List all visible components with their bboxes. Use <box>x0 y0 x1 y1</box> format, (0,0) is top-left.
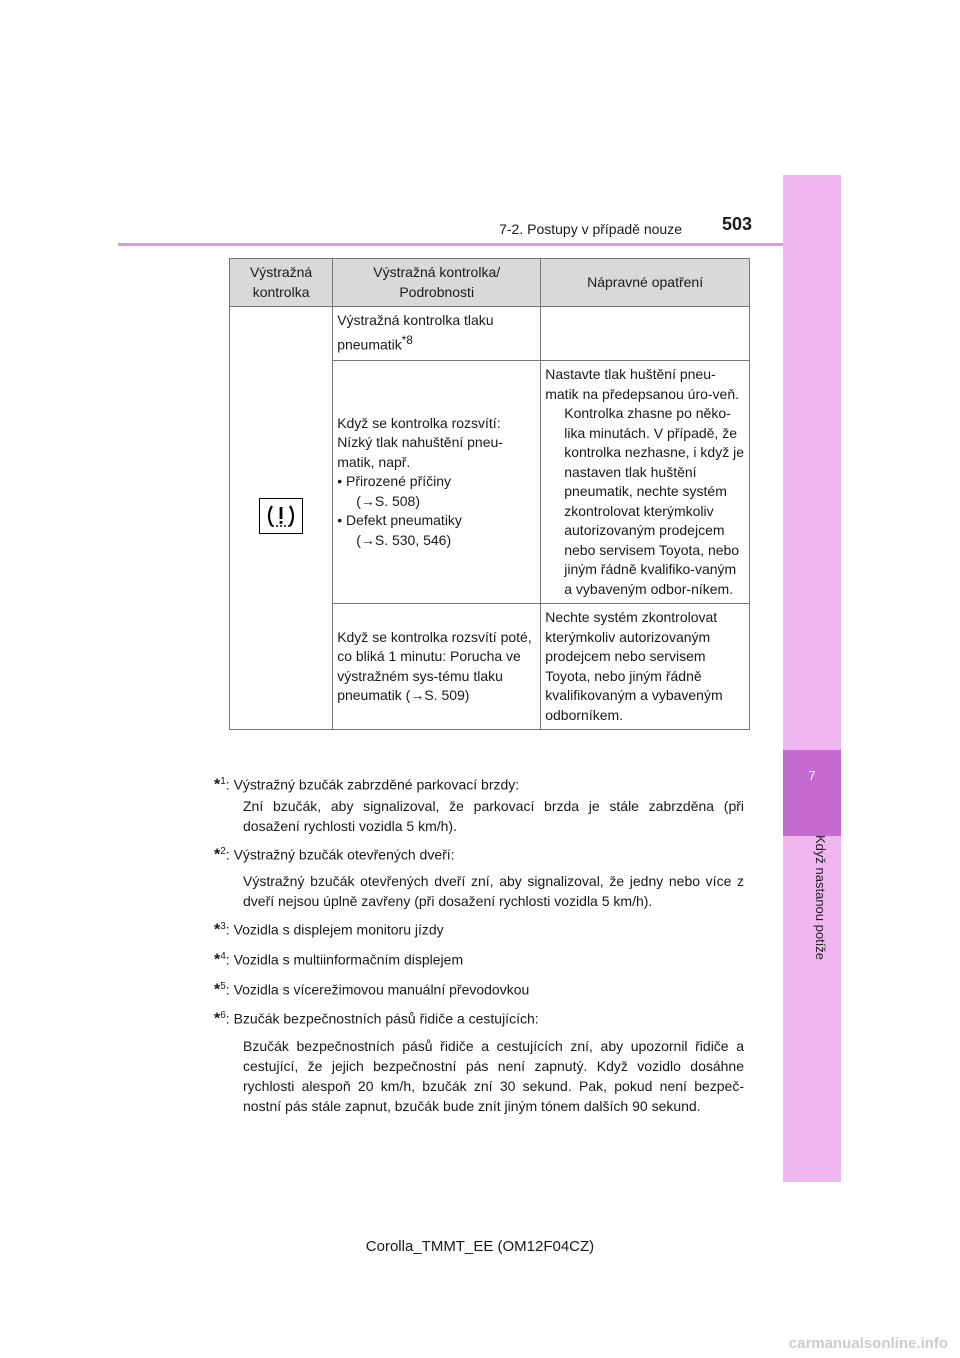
tire-pressure-warning-icon <box>259 498 303 534</box>
footnote-number: 5 <box>220 980 226 992</box>
footnote-mark: * <box>214 951 221 969</box>
footnote-number: 2 <box>220 845 226 857</box>
watermark: carmanualsonline.info <box>788 1335 948 1352</box>
header-warning-light: Výstražná kontrolka <box>230 259 333 307</box>
page-number: 503 <box>722 214 753 234</box>
footnote-label: : Vozidla s displejem monitoru jízdy <box>225 921 444 938</box>
footnote-mark: * <box>214 1010 221 1028</box>
malfunction-detail-cell <box>333 604 541 730</box>
footnote-body: Zní bzučák, aby signalizoval, že parkovací brzda je stále zabrzděna (při dosažení rychlosti vozidla 5 km/h). <box>243 797 744 834</box>
malfunction-detail: Když se kontrolka rozsvítí poté, co bliká 1 minutu: Porucha ve výstražném sys-tému tlaku pneumatik (→S. 509) <box>337 628 532 703</box>
low-pressure-action-intro: Nastavte tlak huštění pneu-matik na předepsanou úro-veň. <box>545 366 740 402</box>
footnote-mark: * <box>214 921 221 939</box>
footnote-body: Bzučák bezpečnostních pásů řidiče a cestujících zní, aby upozornil řidiče a cestující, že jejich bezpečnostní pás není zapnutý. Když vozidlo dosáhne rychlosti alespoň 20 km/h, bzučák zní 30 sekund. Pak, pokud není bezpeč-nostní pás stále zapnut, bzučák bude znít jiným tónem dalších 90 sekund. <box>243 1037 744 1114</box>
footnote-mark: * <box>214 776 221 794</box>
page-footer: Corolla_TMMT_EE (OM12F04CZ) <box>365 1238 595 1255</box>
footnote-label: : Vozidla s vícerežimovou manuální převodovkou <box>225 981 530 998</box>
footnote-label: : Bzučák bezpečnostních pásů řidiče a cestujících: <box>225 1010 539 1027</box>
low-pressure-action-cell <box>541 361 750 604</box>
table-header-row <box>230 259 750 307</box>
section-title: 7-2. Postupy v případě nouze <box>499 221 682 237</box>
low-pressure-detail-cell <box>333 361 541 604</box>
tpms-title: Výstražná kontrolka tlaku pneumatik <box>337 312 494 353</box>
chapter-title: Když nastanou potíže <box>813 835 828 961</box>
bullet-natural-causes-ref: (→S. 508) <box>356 492 420 509</box>
malfunction-action: Nechte systém zkontrolovat kterýmkoliv autorizovaným prodejcem nebo servisem Toyota, nebo jiným řádně kvalifikovaným a vybaveným odborníkem. <box>545 609 723 723</box>
footnote-label: : Výstražný bzučák zabrzděné parkovací brzdy: <box>225 776 520 793</box>
chapter-side-tab <box>783 175 841 1182</box>
footnote-4 <box>214 947 744 971</box>
warning-table <box>229 258 750 730</box>
tpms-title-action-cell <box>541 307 750 361</box>
footnote-number: 4 <box>220 950 226 962</box>
low-pressure-intro: Když se kontrolka rozsvítí: Nízký tlak nahuštění pneu-matik, např. <box>337 414 503 470</box>
header-rule <box>118 243 783 246</box>
footnote-3 <box>214 917 744 941</box>
bullet-natural-causes: • Přirozené příčiny <box>337 473 452 490</box>
tpms-footnote-ref: *8 <box>401 333 413 347</box>
bullet-tire-defect-ref: (→S. 530, 546) <box>356 531 452 548</box>
footnote-body: Výstražný bzučák otevřených dveří zní, aby signalizoval, že jedny nebo více z dveří nejsou úplně zavřeny (při dosažení rychlosti vozidla 5 km/h). <box>243 873 744 910</box>
icon-cell <box>230 307 333 730</box>
header-action: Nápravné opatření <box>541 259 750 307</box>
chapter-number-box <box>783 750 841 836</box>
footnote-label: : Vozidla s multiinformačním displejem <box>225 951 464 968</box>
low-pressure-action-detail: Kontrolka zhasne po něko-lika minutách. V případě, že kontrolka nezhasne, i když je nastaven tlak huštění pneumatik, nechte systém zkontrolovat kterýmkoliv autorizovaným prodejcem nebo servisem Toyota, nebo jiným řádně kvalifiko-vaným a vybaveným odbor-níkem. <box>564 405 744 597</box>
footnote-mark: * <box>214 846 221 864</box>
bullet-tire-defect: • Defekt pneumatiky <box>337 512 462 529</box>
table-row <box>230 307 750 361</box>
footnotes <box>214 772 744 1122</box>
footnote-number: 3 <box>220 921 226 933</box>
tpms-title-cell <box>333 307 541 361</box>
header-details: Výstražná kontrolka/ Podrobnosti <box>333 259 541 307</box>
footnote-5 <box>214 977 744 1001</box>
chapter-number: 7 <box>808 768 816 783</box>
footnote-number: 6 <box>220 1010 226 1022</box>
footnote-number: 1 <box>220 776 226 787</box>
footnote-label: : Výstražný bzučák otevřených dveří: <box>225 846 455 863</box>
footnote-6 <box>214 1006 744 1116</box>
footnote-mark: * <box>214 981 221 999</box>
footnote-1 <box>214 772 744 836</box>
footnote-2 <box>214 842 744 912</box>
malfunction-action-cell <box>541 604 750 730</box>
